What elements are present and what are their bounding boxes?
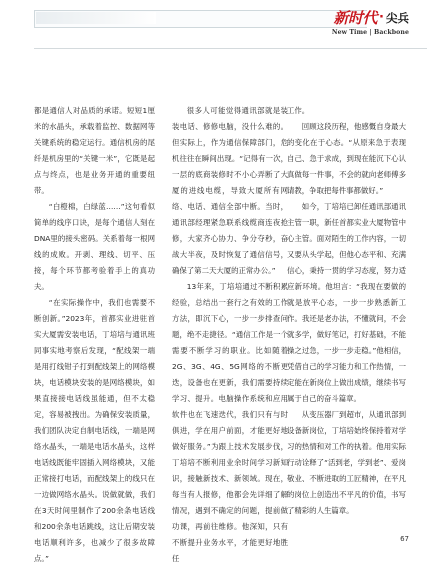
brand-title: 新时代 — [333, 9, 378, 27]
brand-separator: · — [379, 10, 384, 25]
paragraph: 工作。 — [287, 106, 310, 115]
paragraph: “白橙棉，白绿蓝……”这句看似简单的线序口诀，是每个通信人刻在DNA里的接头密码。关系着每一根网线的成败。开剥、理线、切平、压接，每个环节都考验着手上的真功夫。 — [34, 202, 155, 291]
paragraph: 都是通信人对品质的承诺。短短1厘米的水晶头，承载着监控、数据网等关键系统的稳定运行。通信机房的尾纤是机房里的“关键一米”，它既是起点与终点，也是业务开通的重要纽带。 — [34, 106, 155, 195]
header-rule — [34, 48, 427, 49]
text-column-2 — [172, 103, 288, 567]
column-brand — [334, 7, 409, 27]
text-column-3 — [287, 103, 406, 519]
paragraph: 13年来，丁培培通过不断积累经验，总结出一套行之有效的工作方法，即沉下心，一步一步排查问题，绝不走捷径。“通信工作是一个需要不断学习的职业。比如随着2G、3G、4G、5G网络的不断更迭，设备也在更新，我们需要持续学习、提升。电脑操作系统和应用软件也在飞速迭代，我们只有与时俱进，学在用户前面，才能更好地做好服务。”为跟上技术发展步伐，丁培培不断利用业余时间学习新知识，接触新技术、新领域。现在，每当有人报修，他都会先详细了解情况，遇到不确定的问题，提前做功课，再前往维修。他深知，只有不断提升业务水平，才能更好地胜任 — [172, 282, 288, 563]
page-number: 67 — [400, 535, 409, 543]
header-banner-photo — [36, 12, 156, 24]
brand-subtitle: 尖兵 — [386, 11, 409, 25]
paragraph: 如今，丁培培已卸任通讯部通讯主管一职，新任首都实业大厦物管中心主管。面对陌生的工作内容，一切又要从头学起，但他心态平和、充满信心，秉持一贯的学习态度，努力适应新环境。他坦言：“我现在要做的就是放平心态，一步一步熟悉新工作。我还是老办法，不懂就问，不会就多学，做好笔记，打好基础，不能操之过急，一步一步走稳。”他相信，凭借自己的学习能力和工作热情，一定能在新岗位上做出成绩，继续书写属于自己的奋斗篇章。 — [287, 202, 406, 403]
column-english-subhead: New Time | Backbone — [331, 29, 409, 36]
page-header — [0, 0, 427, 52]
paragraph: 回顾这段历程，他感慨自身最大的变化在于心态。“从原来急于表现自己、急于求成，到现在能沉下心认真做每一件事，不会的就向老师傅多请教，争取把每件事都做好。” — [287, 122, 406, 195]
paragraph: 从变压器厂到超市，从通讯部到设备新岗位，丁培培始终保持着对学习的热情和对工作的执着。他用实际行动诠释了“活到老，学到老”、爱岗敬业、不断进取的工匠精神，在平凡的岗位上创造出不平凡的价值，书写了精彩的人生篇章。 — [287, 410, 406, 515]
text-column-1 — [34, 103, 155, 567]
paragraph: 很多人可能觉得通讯部就是装装电话、修修电脑，没什么难的。但实际上，作为通信保障部门，危机往往在瞬间出现。“记得有一次，一层的底商装修时不小心弄断了大厦的进线电缆，导致大厦所有网络、电话、通信全部中断。当时，通讯部经理紧急联系线缆商连夜抢修，大家齐心协力、争分夺秒，奋战大半夜，及时恢复了通信信号，确保了第二天大厦的正常办公。” — [172, 106, 288, 275]
paragraph: “在实际操作中，我们也需要不断创新。”2023年，首都实业进驻首实大厦需安装电话，丁培培与通讯班同事实地考察后发现，“配线架一端是用打线钳子打到配线架上的网络模块，电话模块安装的是网络模块，如果直接接电话线虽能通，但不太稳定，容易被拽出。为确保安装质量，我们团队决定自制电话线，一端是网络水晶头，一端是电话水晶头，这样电话线既能牢固插入网络模块，又能正常接打电话，而配线架上的线只在一边做网络水晶头。说做就做，我们在3天时间里制作了200余条电话线和200余条电话跳线，这让后期安装电话顺利许多，也减少了很多故障点。” — [34, 298, 155, 563]
